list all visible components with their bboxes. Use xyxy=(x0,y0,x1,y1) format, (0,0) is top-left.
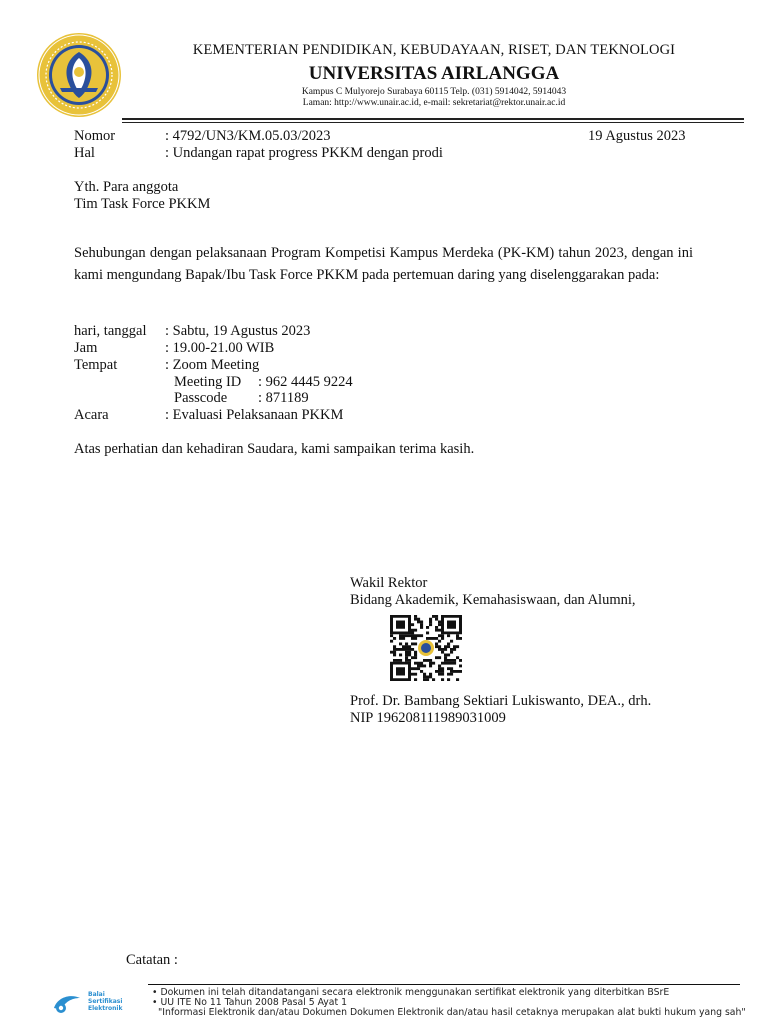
recipient-line-1: Yth. Para anggota xyxy=(74,179,179,195)
passcode-label: Passcode xyxy=(174,390,228,406)
day-value: : Sabtu, 19 Agustus 2023 xyxy=(165,323,311,339)
closing-sentence: Atas perhatian dan kehadiran Saudara, kami sampaikan terima kasih. xyxy=(74,441,475,457)
signer-nip: NIP 196208111989031009 xyxy=(350,710,506,726)
agenda-value: : Evaluasi Pelaksanaan PKKM xyxy=(165,407,344,423)
recipient-line-2: Tim Task Force PKKM xyxy=(74,196,211,212)
university-address: Kampus C Mulyorejo Surabaya 60115 Telp. (031) 5914042, 5914043 xyxy=(301,87,567,97)
signer-title-1: Wakil Rektor xyxy=(350,575,428,591)
footer-note-2-text: UU ITE No 11 Tahun 2008 Pasal 5 Ayat 1 xyxy=(160,997,348,1008)
signature-qr-code xyxy=(390,615,462,681)
day-label: hari, tanggal xyxy=(74,323,147,339)
bsre-text-3: Elektronik xyxy=(88,1005,123,1012)
bsre-logo xyxy=(52,990,142,1018)
agenda-label: Acara xyxy=(74,407,109,423)
footer-note-3: "Informasi Elektronik dan/atau Dokumen Dokumen Elektronik dan/atau hasil cetaknya merupakan alat bukti hukum yang sah" xyxy=(158,1007,746,1018)
signer-title-2: Bidang Akademik, Kemahasiswaan, dan Alumni, xyxy=(350,592,636,608)
university-contact: Laman: http://www.unair.ac.id, e-mail: sekretariat@rektor.unair.ac.id xyxy=(302,98,566,108)
catatan-label: Catatan : xyxy=(126,952,178,968)
nomor-label: Nomor xyxy=(74,128,116,144)
bsre-emblem-icon xyxy=(52,992,82,1014)
letter-date: 19 Agustus 2023 xyxy=(588,128,686,144)
footer-note-2: • UU ITE No 11 Tahun 2008 Pasal 5 Ayat 1 xyxy=(152,997,348,1008)
hal-label: Hal xyxy=(74,145,95,161)
ministry-name: KEMENTERIAN PENDIDIKAN, KEBUDAYAAN, RISET, DAN TEKNOLOGI xyxy=(192,42,676,58)
header-rule-thick xyxy=(122,118,744,120)
time-label: Jam xyxy=(74,340,98,356)
place-value: : Zoom Meeting xyxy=(165,357,260,373)
footer-note-1: • Dokumen ini telah ditandatangani secara elektronik menggunakan sertifikat elektronik yang diterbitkan BSrE xyxy=(152,987,670,998)
meeting-id-label: Meeting ID xyxy=(174,374,242,390)
bsre-text-2: Sertifikasi xyxy=(88,998,123,1005)
university-name: UNIVERSITAS AIRLANGGA xyxy=(308,63,560,84)
meeting-id-value: : 962 4445 9224 xyxy=(258,374,353,390)
footer-rule xyxy=(148,984,740,985)
university-logo xyxy=(36,32,122,118)
nomor-value: : 4792/UN3/KM.05.03/2023 xyxy=(165,128,331,144)
body-paragraph: Sehubungan dengan pelaksanaan Program Kompetisi Kampus Merdeka (PK-KM) tahun 2023, dengan ini kami mengundang Bapak/Ibu Task Force PKKM pada pertemuan daring yang diselenggarakan pada: xyxy=(74,245,693,283)
place-label: Tempat xyxy=(74,357,118,373)
footer-note-1-text: Dokumen ini telah ditandatangani secara elektronik menggunakan sertifikat elektronik yang diterbitkan BSrE xyxy=(160,987,670,998)
signer-name: Prof. Dr. Bambang Sektiari Lukiswanto, DEA., drh. xyxy=(350,693,652,709)
hal-value: : Undangan rapat progress PKKM dengan prodi xyxy=(165,145,443,161)
bsre-text-1: Balai xyxy=(88,991,105,998)
time-value: : 19.00-21.00 WIB xyxy=(165,340,275,356)
header-rule-thin xyxy=(122,122,744,123)
passcode-value: : 871189 xyxy=(258,390,309,406)
